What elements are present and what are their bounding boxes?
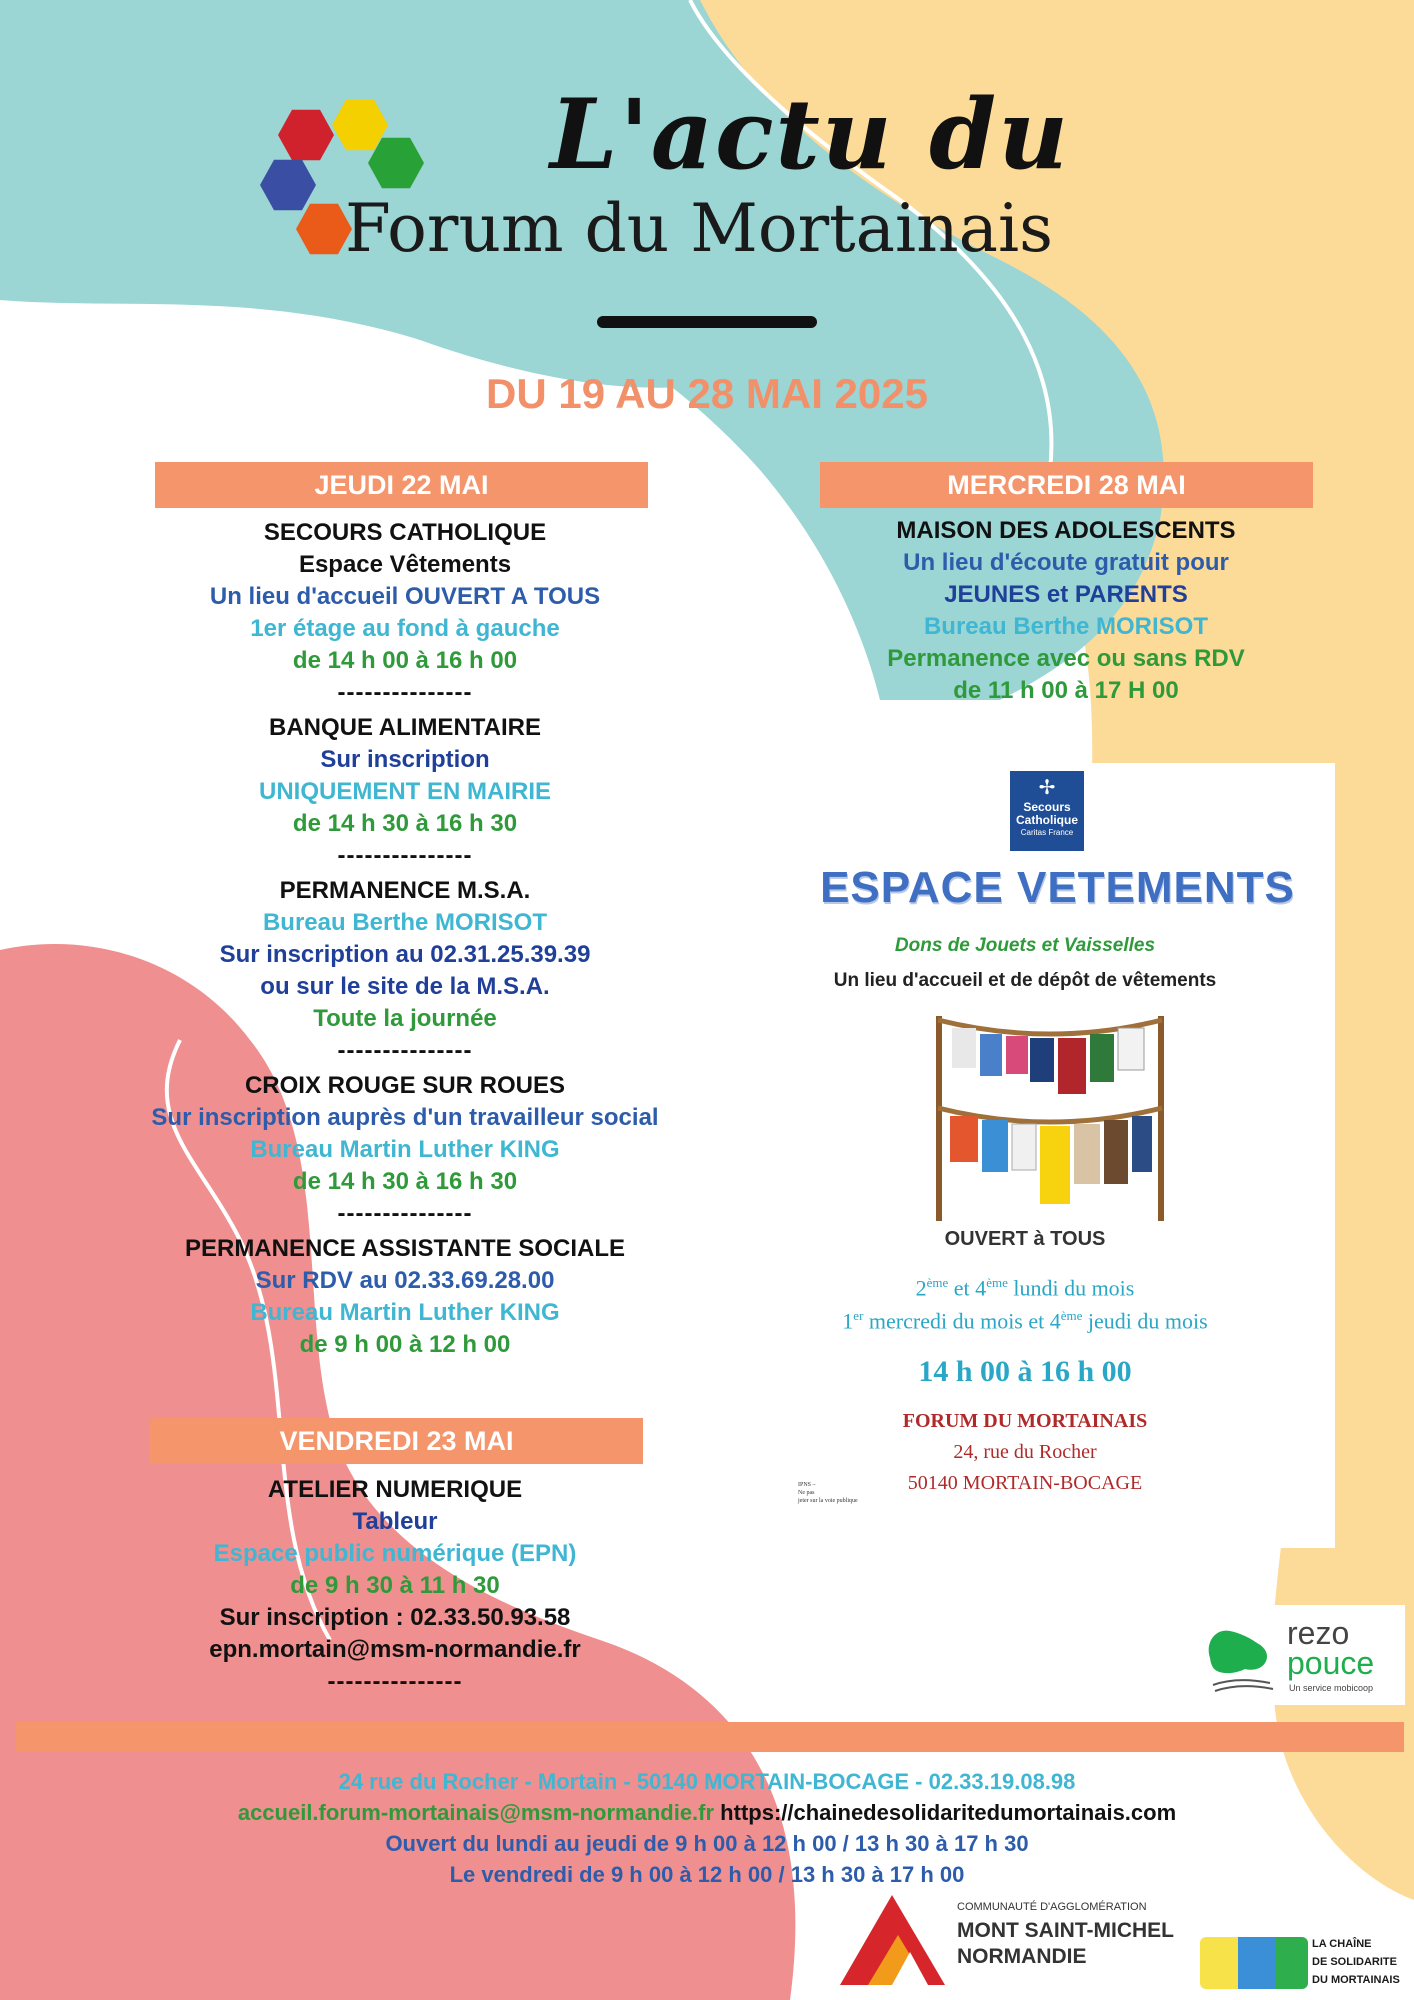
- banque-location: UNIQUEMENT EN MAIRIE: [258, 778, 551, 805]
- mercredi-column: [766, 515, 1366, 707]
- fineprint-2: Ne pas: [798, 1490, 815, 1496]
- sched1-b: et 4: [948, 1275, 987, 1301]
- orange-hexagon: [296, 201, 352, 257]
- atelier-email: epn.mortain@msm-normandie.fr: [209, 1636, 581, 1663]
- logo-text-3: Caritas France: [1020, 828, 1074, 837]
- espace-vetements-flyer: [780, 763, 1335, 1548]
- script-title: L'actu du: [550, 78, 1071, 191]
- assistante-hours: de 9 h 00 à 12 h 00: [299, 1331, 511, 1358]
- msm-text-1: COMMUNAUTÉ D'AGGLOMÉRATION: [957, 1901, 1147, 1913]
- msa-hours: Toute la journée: [313, 1005, 497, 1032]
- footer-contact: [0, 1797, 1414, 1828]
- mda-audience: JEUNES et PARENTS: [944, 581, 1188, 608]
- blue-hexagon: [260, 157, 316, 213]
- sched2-a: 1: [842, 1308, 854, 1334]
- footer-info: [0, 1766, 1414, 1890]
- secours-catholique-logo: [1010, 771, 1084, 851]
- vendredi-column: [95, 1474, 695, 1698]
- banque-registration: Sur inscription: [320, 746, 490, 773]
- msm-logo: [840, 1885, 1174, 1995]
- flyer-street: 24, rue du Rocher: [953, 1441, 1097, 1463]
- footer-band: [16, 1722, 1404, 1752]
- flyer-schedule-1: [780, 1275, 1270, 1301]
- chaine-hands-icon: [1200, 1937, 1308, 1989]
- mda-desc: Un lieu d'écoute gratuit pour: [903, 549, 1229, 576]
- croix-rouge-location: Bureau Martin Luther KING: [250, 1136, 560, 1163]
- main-title: Forum du Mortainais: [345, 190, 1053, 267]
- footer-hours-1: Ouvert du lundi au jeudi de 9 h 00 à 12 h 00 / 13 h 30 à 17 h 30: [385, 1831, 1029, 1856]
- footer-email[interactable]: accueil.forum-mortainais@msm-normandie.fr: [237, 1800, 715, 1825]
- mda-mode: Permanence avec ou sans RDV: [887, 645, 1245, 672]
- secours-hours: de 14 h 00 à 16 h 00: [292, 647, 518, 674]
- date-range: DU 19 AU 28 MAI 2025: [486, 370, 928, 417]
- flyer-hours: 14 h 00 à 16 h 00: [918, 1355, 1132, 1388]
- thumb-icon: [1195, 1613, 1285, 1693]
- footer-website[interactable]: https://chainedesolidaritedumortainais.com: [714, 1800, 1177, 1825]
- sched1-a: 2: [915, 1275, 927, 1301]
- separator: ---------------: [327, 1668, 463, 1695]
- flyer-title: ESPACE VETEMENTS: [820, 863, 1295, 912]
- rezo-name-2: pouce: [1287, 1645, 1375, 1681]
- chaine-text-2: DE SOLIDARITE: [1312, 1956, 1397, 1968]
- atelier-location: Espace public numérique (EPN): [213, 1540, 577, 1567]
- msa-title: PERMANENCE M.S.A.: [279, 877, 531, 904]
- day-band-vendredi: VENDREDI 23 MAI: [150, 1418, 643, 1464]
- mda-title: MAISON DES ADOLESCENTS: [896, 517, 1236, 544]
- rezo-pouce-logo: [1195, 1605, 1405, 1705]
- flyer-tagline: Un lieu d'accueil et de dépôt de vêtements: [833, 970, 1217, 991]
- red-hexagon: [278, 107, 334, 163]
- flyer-city: 50140 MORTAIN-BOCAGE: [907, 1472, 1143, 1494]
- flyer-open: OUVERT à TOUS: [944, 1228, 1106, 1250]
- clothes-rack-illustration: [930, 1008, 1170, 1223]
- flyer-subtitle: Dons de Jouets et Vaisselles: [894, 935, 1156, 956]
- secours-subtitle: Espace Vêtements: [298, 551, 512, 578]
- footer-hours-2: Le vendredi de 9 h 00 à 12 h 00 / 13 h 30 à 17 h 00: [449, 1862, 965, 1887]
- secours-desc: Un lieu d'accueil OUVERT A TOUS: [209, 583, 601, 610]
- assistante-location: Bureau Martin Luther KING: [250, 1299, 560, 1326]
- chaine-text-3: DU MORTAINAIS: [1312, 1974, 1400, 1986]
- fineprint-3: jeter sur la voie publique: [798, 1498, 858, 1504]
- logo-text-2: Catholique: [1016, 813, 1078, 827]
- flyer-fineprint: [798, 1481, 858, 1505]
- separator: ---------------: [337, 679, 473, 706]
- rezo-sub: Un service mobicoop: [1289, 1683, 1374, 1693]
- sched1-sup1: ème: [926, 1275, 949, 1290]
- chaine-logo: [1200, 1935, 1410, 1995]
- assistante-phone: Sur RDV au 02.33.69.28.00: [255, 1267, 555, 1294]
- croix-rouge-hours: de 14 h 30 à 16 h 30: [292, 1168, 518, 1195]
- banque-hours: de 14 h 30 à 16 h 30: [292, 810, 518, 837]
- separator: ---------------: [337, 1037, 473, 1064]
- banque-title: BANQUE ALIMENTAIRE: [269, 714, 541, 741]
- assistante-title: PERMANENCE ASSISTANTE SOCIALE: [184, 1235, 626, 1262]
- atelier-hours: de 9 h 30 à 11 h 30: [290, 1572, 500, 1599]
- sched2-sup1: er: [853, 1308, 864, 1323]
- day-band-jeudi: JEUDI 22 MAI: [155, 462, 648, 508]
- sched1-c: lundi du mois: [1007, 1275, 1135, 1301]
- sched2-c: jeudi du mois: [1082, 1308, 1208, 1334]
- cross-icon: ✢: [1038, 777, 1056, 799]
- flyer-org: FORUM DU MORTAINAIS: [902, 1410, 1148, 1432]
- msa-phone: Sur inscription au 02.31.25.39.39: [219, 941, 591, 968]
- jeudi-column: [105, 517, 705, 1361]
- title-underline: [597, 316, 817, 328]
- mountain-icon: [840, 1890, 945, 1990]
- msa-location: Bureau Berthe MORISOT: [262, 909, 548, 936]
- fineprint-1: IPNS –: [798, 1482, 816, 1488]
- croix-rouge-registration: Sur inscription auprès d'un travailleur social: [151, 1104, 659, 1131]
- croix-rouge-title: CROIX ROUGE SUR ROUES: [244, 1072, 566, 1099]
- separator: ---------------: [337, 1200, 473, 1227]
- msa-website: ou sur le site de la M.S.A.: [260, 973, 550, 1000]
- sched1-sup2: ème: [986, 1275, 1008, 1290]
- mda-location: Bureau Berthe MORISOT: [923, 613, 1209, 640]
- sched2-b: mercredi du mois et 4: [863, 1308, 1061, 1334]
- atelier-title: ATELIER NUMERIQUE: [267, 1476, 523, 1503]
- rezo-name-1: rezo: [1287, 1615, 1350, 1651]
- separator: ---------------: [337, 842, 473, 869]
- sched2-sup2: ème: [1060, 1308, 1083, 1323]
- footer-address: 24 rue du Rocher - Mortain - 50140 MORTAIN-BOCAGE - 02.33.19.08.98: [338, 1769, 1076, 1794]
- flyer-schedule-2: [780, 1308, 1270, 1334]
- secours-location: 1er étage au fond à gauche: [250, 615, 560, 642]
- logo-text-1: Secours: [1023, 800, 1071, 814]
- atelier-topic: Tableur: [352, 1508, 438, 1535]
- atelier-phone: Sur inscription : 02.33.50.93.58: [219, 1604, 571, 1631]
- secours-title: SECOURS CATHOLIQUE: [263, 519, 547, 546]
- chaine-text-1: LA CHAÎNE: [1312, 1938, 1372, 1950]
- mda-hours: de 11 h 00 à 17 H 00: [953, 677, 1179, 704]
- msm-text-3: NORMANDIE: [957, 1945, 1087, 1968]
- msm-text-2: MONT SAINT-MICHEL: [957, 1919, 1174, 1942]
- day-band-mercredi: MERCREDI 28 MAI: [820, 462, 1313, 508]
